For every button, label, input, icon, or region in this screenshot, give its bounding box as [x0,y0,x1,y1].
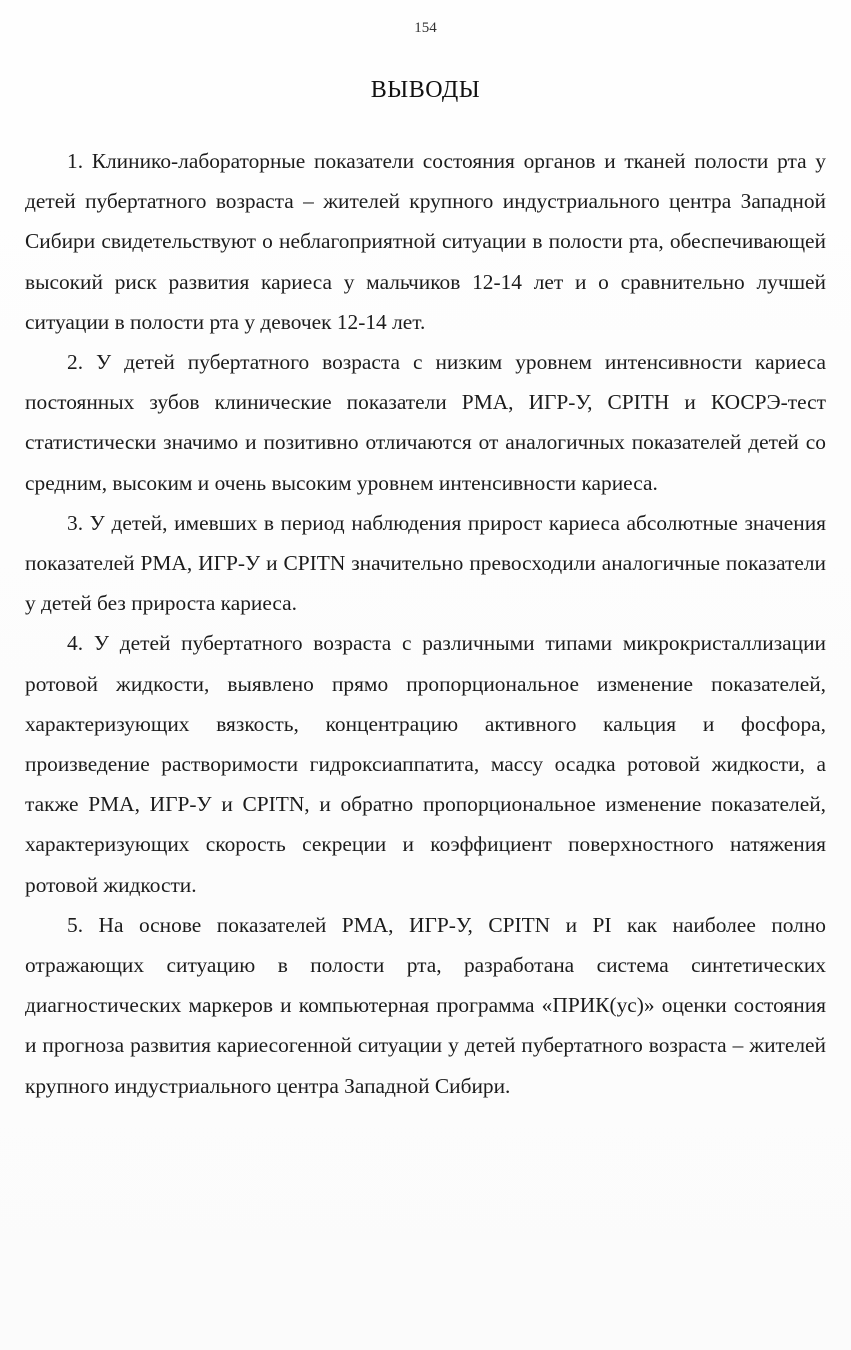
conclusion-paragraph-5: 5. На основе показателей РМА, ИГР-У, CPITN и PI как наиболее полно отражающих ситуацию в полости рта, разработана система синтетических диагностических маркеров и компьютерная программа «ПРИК(ус)» оценки состояния и прогноза развития кариесогенной ситуации у детей пубертатного возраста – жителей крупного индустриального центра Западной Сибири. [25,912,826,1098]
page-number: 154 [414,20,437,36]
conclusion-paragraph-2: 2. У детей пубертатного возраста с низким уровнем интенсивности кариеса постоянных зубов клинические показатели РМА, ИГР-У, CPITH и КОСРЭ-тест статистически значимо и позитивно отличаются от аналогичных показателей детей со средним, высоким и очень высоким уровнем интенсивности кариеса. [25,350,826,495]
conclusion-paragraph-4: 4. У детей пубертатного возраста с различными типами микрокристаллизации ротовой жидкости, выявлено прямо пропорциональное изменение показателей, характеризующих вязкость, концентрацию активного кальция и фосфора, произведение растворимости гидроксиаппатита, массу осадка ротовой жидкости, а также РМА, ИГР-У и CPITN, и обратно пропорциональное изменение показателей, характеризующих скорость секреции и коэффициент поверхностного натяжения ротовой жидкости. [25,631,826,897]
body-text [25,141,826,1106]
conclusion-paragraph-1: 1. Клинико-лабораторные показатели состояния органов и тканей полости рта у детей пубертатного возраста – жителей крупного индустриального центра Западной Сибири свидетельствуют о неблагоприятной ситуации в полости рта, обеспечивающей высокий риск развития кариеса у мальчиков 12-14 лет и о сравнительно лучшей ситуации в полости рта у девочек 12-14 лет. [25,149,826,334]
section-title: ВЫВОДЫ [370,77,481,103]
conclusion-paragraph-3: 3. У детей, имевших в период наблюдения прирост кариеса абсолютные значения показателей РМА, ИГР-У и CPITN значительно превосходили аналогичные показатели у детей без прироста кариеса. [25,510,826,616]
